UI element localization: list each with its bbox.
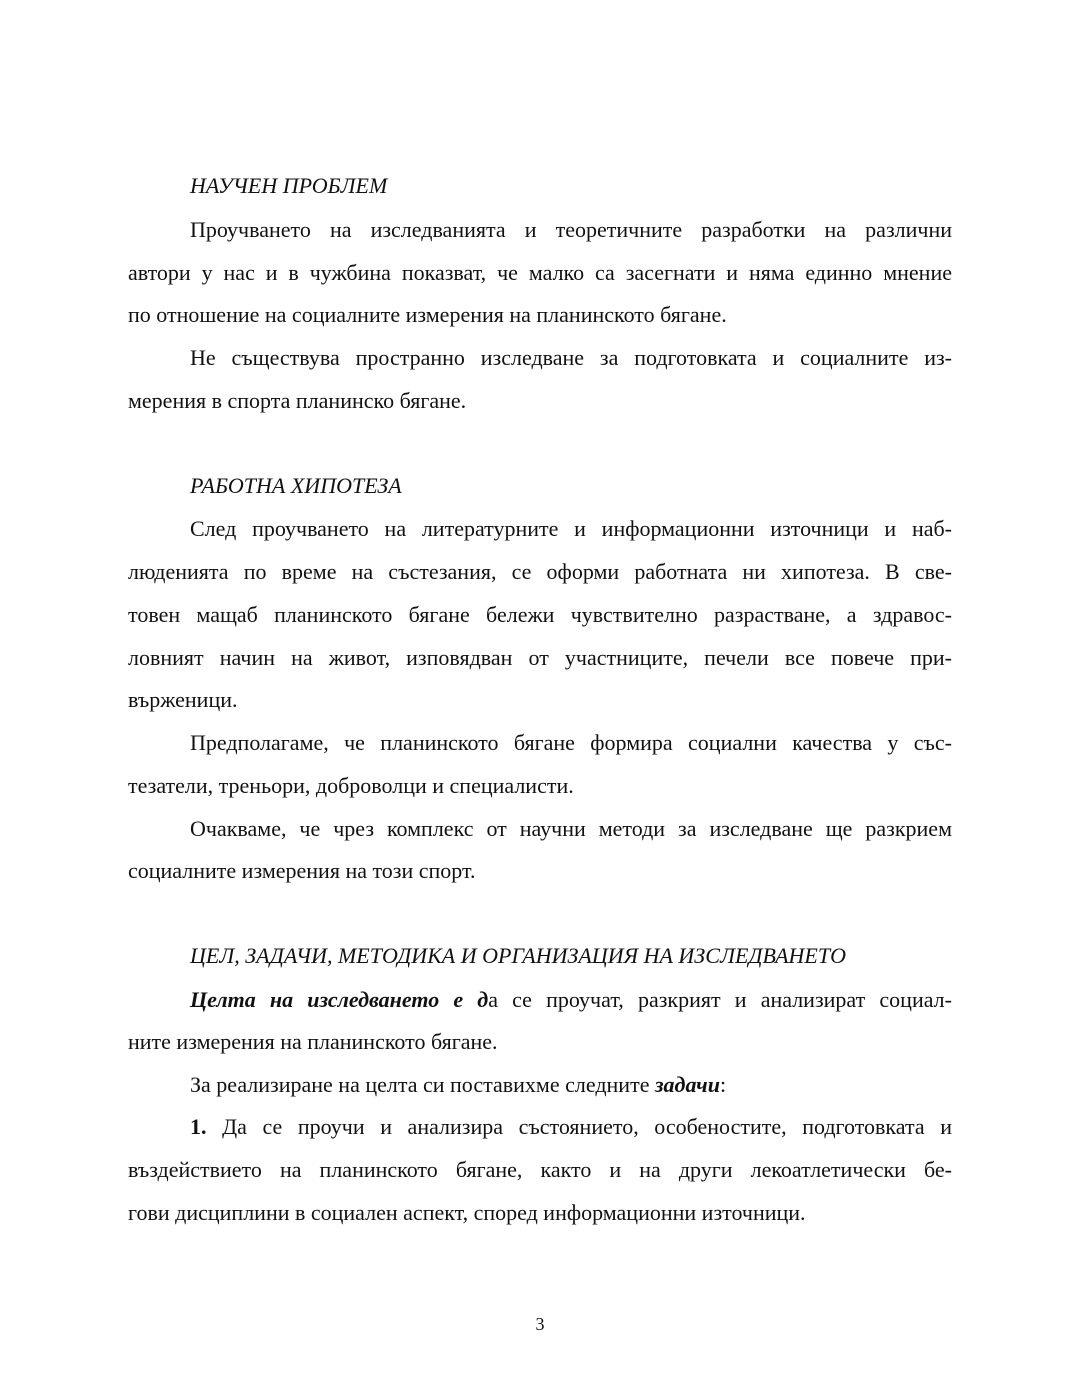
hypothesis-paragraph-3-line-1: Очакваме, че чрез комплекс от научни методи за изследване ще разкрием [190,816,952,841]
hypothesis-paragraph-1-line-4: ловният начин на живот, изповядван от участниците, печели все повече при- [128,645,952,670]
section-heading-problem: НАУЧЕН ПРОБЛЕМ [190,173,388,198]
problem-paragraph-1-line-1: Проучването на изследванията и теоретичните разработки на различни [190,217,952,242]
hypothesis-paragraph-1-line-5: върженици. [128,687,238,712]
task-1-line-2: въздействието на планинското бягане, както и на други лекоатлетически бе- [128,1157,952,1182]
goal-paragraph-1-line-1 [190,985,952,1015]
goal-bold-letter: д [463,987,489,1012]
tasks-intro-text: За реализиране на целта си поставихме следните [190,1072,655,1097]
task-1-text: Да се проучи и анализира състоянието, особеностите, подготовката и [206,1114,952,1139]
goal-bold-lead: Целта на изследването е [190,987,464,1012]
goal-paragraph-1-rest: а се проучат, разкрият и анализират социал- [488,987,952,1012]
task-1-line-3: гови дисциплини в социален аспект, според информационни източници. [128,1200,806,1225]
hypothesis-paragraph-2-line-1: Предполагаме, че планинското бягане формира социални качества у със- [190,730,952,755]
section-heading-goal: ЦЕЛ, ЗАДАЧИ, МЕТОДИКА И ОРГАНИЗАЦИЯ НА ИЗСЛЕДВАНЕТО [190,943,846,968]
hypothesis-paragraph-1-line-3: товен мащаб планинското бягане бележи чувствително разрастване, а здравос- [128,602,952,627]
section-heading-hypothesis: РАБОТНА ХИПОТЕЗА [190,473,402,498]
hypothesis-paragraph-3-line-2: социалните измерения на този спорт. [128,858,476,883]
hypothesis-paragraph-1-line-1: След проучването на литературните и информационни източници и наб- [190,516,952,541]
page-number: 3 [535,1314,545,1334]
tasks-colon: : [719,1072,727,1097]
problem-paragraph-2-line-2: мерения в спорта планинско бягане. [128,388,467,413]
problem-paragraph-1-line-3: по отношение на социалните измерения на планинското бягане. [128,302,727,327]
hypothesis-paragraph-2-line-2: тезатели, треньори, доброволци и специалисти. [128,773,574,798]
tasks-bold-word: задачи [654,1072,720,1097]
problem-paragraph-2-line-1: Не съществува пространно изследване за подготовката и социалните из- [190,345,952,370]
task-1-line-1 [190,1112,952,1142]
hypothesis-paragraph-1-line-2: люденията по време на състезания, се оформи работната ни хипотеза. В све- [128,559,952,584]
task-1-number: 1. [190,1114,207,1139]
goal-paragraph-1-line-2: ните измерения на планинското бягане. [128,1029,498,1054]
problem-paragraph-1-line-2: автори у нас и в чужбина показват, че малко са засегнати и няма единно мнение [128,260,952,285]
goal-paragraph-2-line-1 [190,1070,952,1100]
